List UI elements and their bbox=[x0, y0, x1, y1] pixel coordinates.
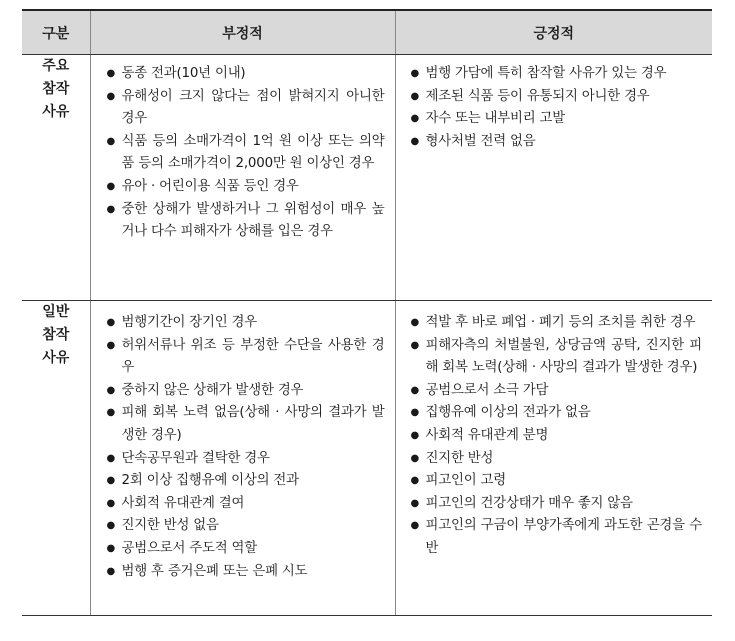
list-item: ● 범행 가담에 특히 참작할 사유가 있는 경우 bbox=[410, 63, 703, 86]
list-item: ● 진지한 반성 없음 bbox=[106, 515, 385, 538]
list-item: ● 피고인의 건강상태가 매우 좋지 않음 bbox=[410, 493, 703, 516]
category-label-line: 일반 bbox=[42, 304, 70, 320]
category-label-line: 주요 bbox=[42, 58, 70, 74]
list-item: ● 범행기간이 장기인 경우 bbox=[106, 312, 385, 335]
category-label-line: 사유 bbox=[42, 104, 70, 120]
header-category: 구분 bbox=[22, 10, 90, 55]
category-label-line: 사유 bbox=[42, 350, 70, 366]
list-item: ● 공범으로서 주도적 역할 bbox=[106, 538, 385, 561]
list-item: ● 허위서류나 위조 등 부정한 수단을 사용한 경우 bbox=[106, 335, 385, 380]
category-cell bbox=[22, 55, 90, 301]
list-item: ● 피고인의 구금이 부양가족에게 과도한 곤경을 수반 bbox=[410, 515, 703, 560]
list-item: ● 유해성이 크지 않다는 점이 밝혀지지 아니한 경우 bbox=[106, 86, 385, 131]
header-positive: 긍정적 bbox=[395, 10, 712, 55]
table-row-main-factors bbox=[22, 55, 712, 301]
negative-factors-cell bbox=[90, 55, 395, 301]
list-item: ● 형사처벌 전력 없음 bbox=[410, 131, 703, 154]
sentencing-factors-table bbox=[22, 9, 712, 616]
list-item: ● 피고인이 고령 bbox=[410, 470, 703, 493]
positive-factors-cell bbox=[395, 55, 712, 301]
positive-factors-list bbox=[396, 55, 713, 157]
list-item: ● 제조된 식품 등이 유통되지 아니한 경우 bbox=[410, 86, 703, 109]
list-item: ● 진지한 반성 bbox=[410, 448, 703, 471]
list-item: ● 적발 후 바로 폐업 · 폐기 등의 조치를 취한 경우 bbox=[410, 312, 703, 335]
list-item: ● 피해자측의 처벌불원, 상당금액 공탁, 진지한 피해 회복 노력(상해 · 사망의 결과가 발생한 경우) bbox=[410, 335, 703, 380]
category-label-line: 참작 bbox=[42, 81, 70, 97]
list-item: ● 피해 회복 노력 없음(상해 · 사망의 결과가 발생한 경우) bbox=[106, 402, 385, 447]
table-row-general-factors bbox=[22, 301, 712, 616]
category-label-line: 참작 bbox=[42, 327, 70, 343]
list-item: ● 중하지 않은 상해가 발생한 경우 bbox=[106, 380, 385, 403]
category-cell bbox=[22, 301, 90, 616]
list-item: ● 공범으로서 소극 가담 bbox=[410, 380, 703, 403]
positive-factors-cell bbox=[395, 301, 712, 616]
list-item: ● 유아 · 어린이용 식품 등인 경우 bbox=[106, 176, 385, 199]
table-header bbox=[22, 10, 712, 55]
list-item: ● 범행 후 증거은폐 또는 은폐 시도 bbox=[106, 561, 385, 584]
negative-factors-list bbox=[91, 55, 395, 248]
list-item: ● 중한 상해가 발생하거나 그 위험성이 매우 높거나 다수 피해자가 상해를 입은 경우 bbox=[106, 199, 385, 244]
header-negative: 부정적 bbox=[90, 10, 395, 55]
header-row bbox=[22, 10, 712, 55]
list-item: ● 사회적 유대관계 결여 bbox=[106, 493, 385, 516]
list-item: ● 사회적 유대관계 분명 bbox=[410, 425, 703, 448]
list-item: ● 식품 등의 소매가격이 1억 원 이상 또는 의약품 등의 소매가격이 2,000만 원 이상인 경우 bbox=[106, 131, 385, 176]
list-item: ● 2회 이상 집행유예 이상의 전과 bbox=[106, 470, 385, 493]
list-item: ● 자수 또는 내부비리 고발 bbox=[410, 108, 703, 131]
positive-factors-list bbox=[396, 301, 713, 565]
list-item: ● 동종 전과(10년 이내) bbox=[106, 63, 385, 86]
list-item: ● 단속공무원과 결탁한 경우 bbox=[106, 448, 385, 471]
negative-factors-cell bbox=[90, 301, 395, 616]
list-item: ● 집행유예 이상의 전과가 없음 bbox=[410, 402, 703, 425]
negative-factors-list bbox=[91, 301, 395, 587]
